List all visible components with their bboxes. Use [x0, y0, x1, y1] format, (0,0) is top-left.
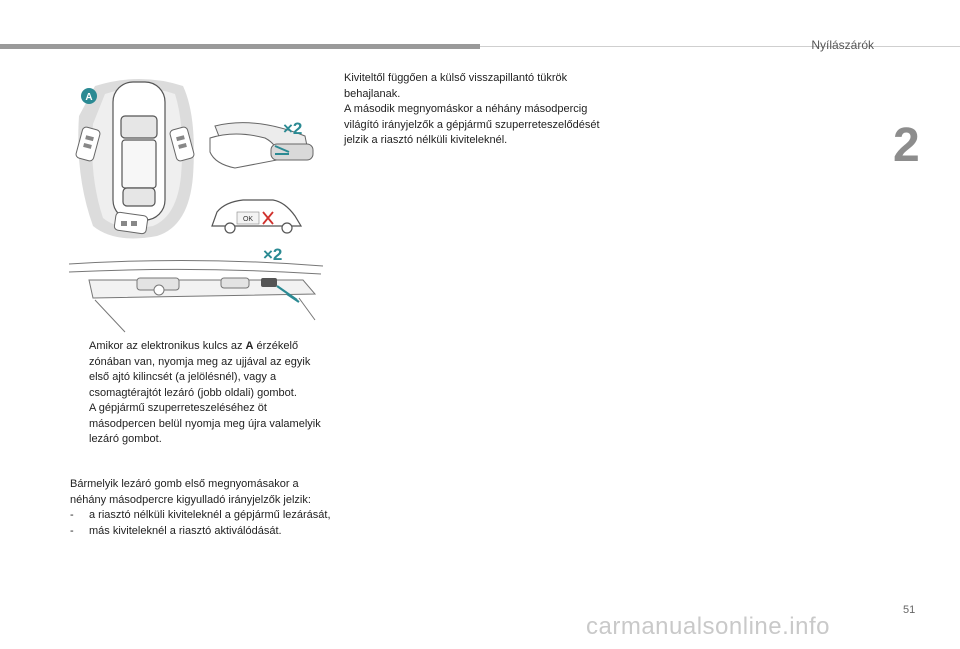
tailgate-view — [69, 260, 323, 332]
chapter-number: 2 — [893, 119, 920, 172]
count-label-2: ×2 — [263, 245, 283, 264]
list-item: A gépjármű szuperreteszeléséhez öt másodpercen belül nyomja meg újra valamelyik lezáró gombot. — [89, 402, 321, 445]
page-number: 51 — [903, 604, 916, 616]
indicator-paragraph — [70, 477, 332, 539]
list-item: Amikor az elektronikus kulcs az A érzékelő zónában van, nyomja meg az ujjával az egyik első ajtó kilincsét (a jelölésnél), vagy a csomagtérajtót lezáró (jobb oldali) gombot. — [89, 340, 311, 399]
section-title: Nyílászárók — [811, 38, 874, 52]
list-item: - más kiviteleknél a riasztó aktiválódását. — [70, 524, 282, 537]
car-top-view — [113, 82, 165, 220]
paragraph-intro: Bármelyik lezáró gomb első megnyomásakor a néhány másodpercre kigyulladó irányjelzők jelzik: — [70, 478, 311, 506]
locking-illustration — [65, 76, 330, 338]
watermark: carmanualsonline.info — [586, 613, 830, 640]
header-bar — [0, 44, 480, 49]
right-column-text — [344, 71, 604, 149]
count-label-1: ×2 — [283, 119, 303, 138]
list-item: - a riasztó nélküli kiviteleknél a gépjármű lezárását, — [70, 509, 331, 521]
ok-label: OK — [242, 216, 254, 223]
mirror-note: Kiviteltől függően a külső visszapillantó tükrök behajlanak. — [344, 72, 568, 100]
superlock-note: A második megnyomáskor a néhány másodpercig világító irányjelzők a gépjármű szuperreteszelődését jelzik a riasztó nélküli kiviteleknél. — [344, 103, 600, 146]
zone-a-label: A — [85, 92, 93, 103]
instruction-bullets — [70, 339, 330, 448]
header-rule — [480, 46, 960, 47]
